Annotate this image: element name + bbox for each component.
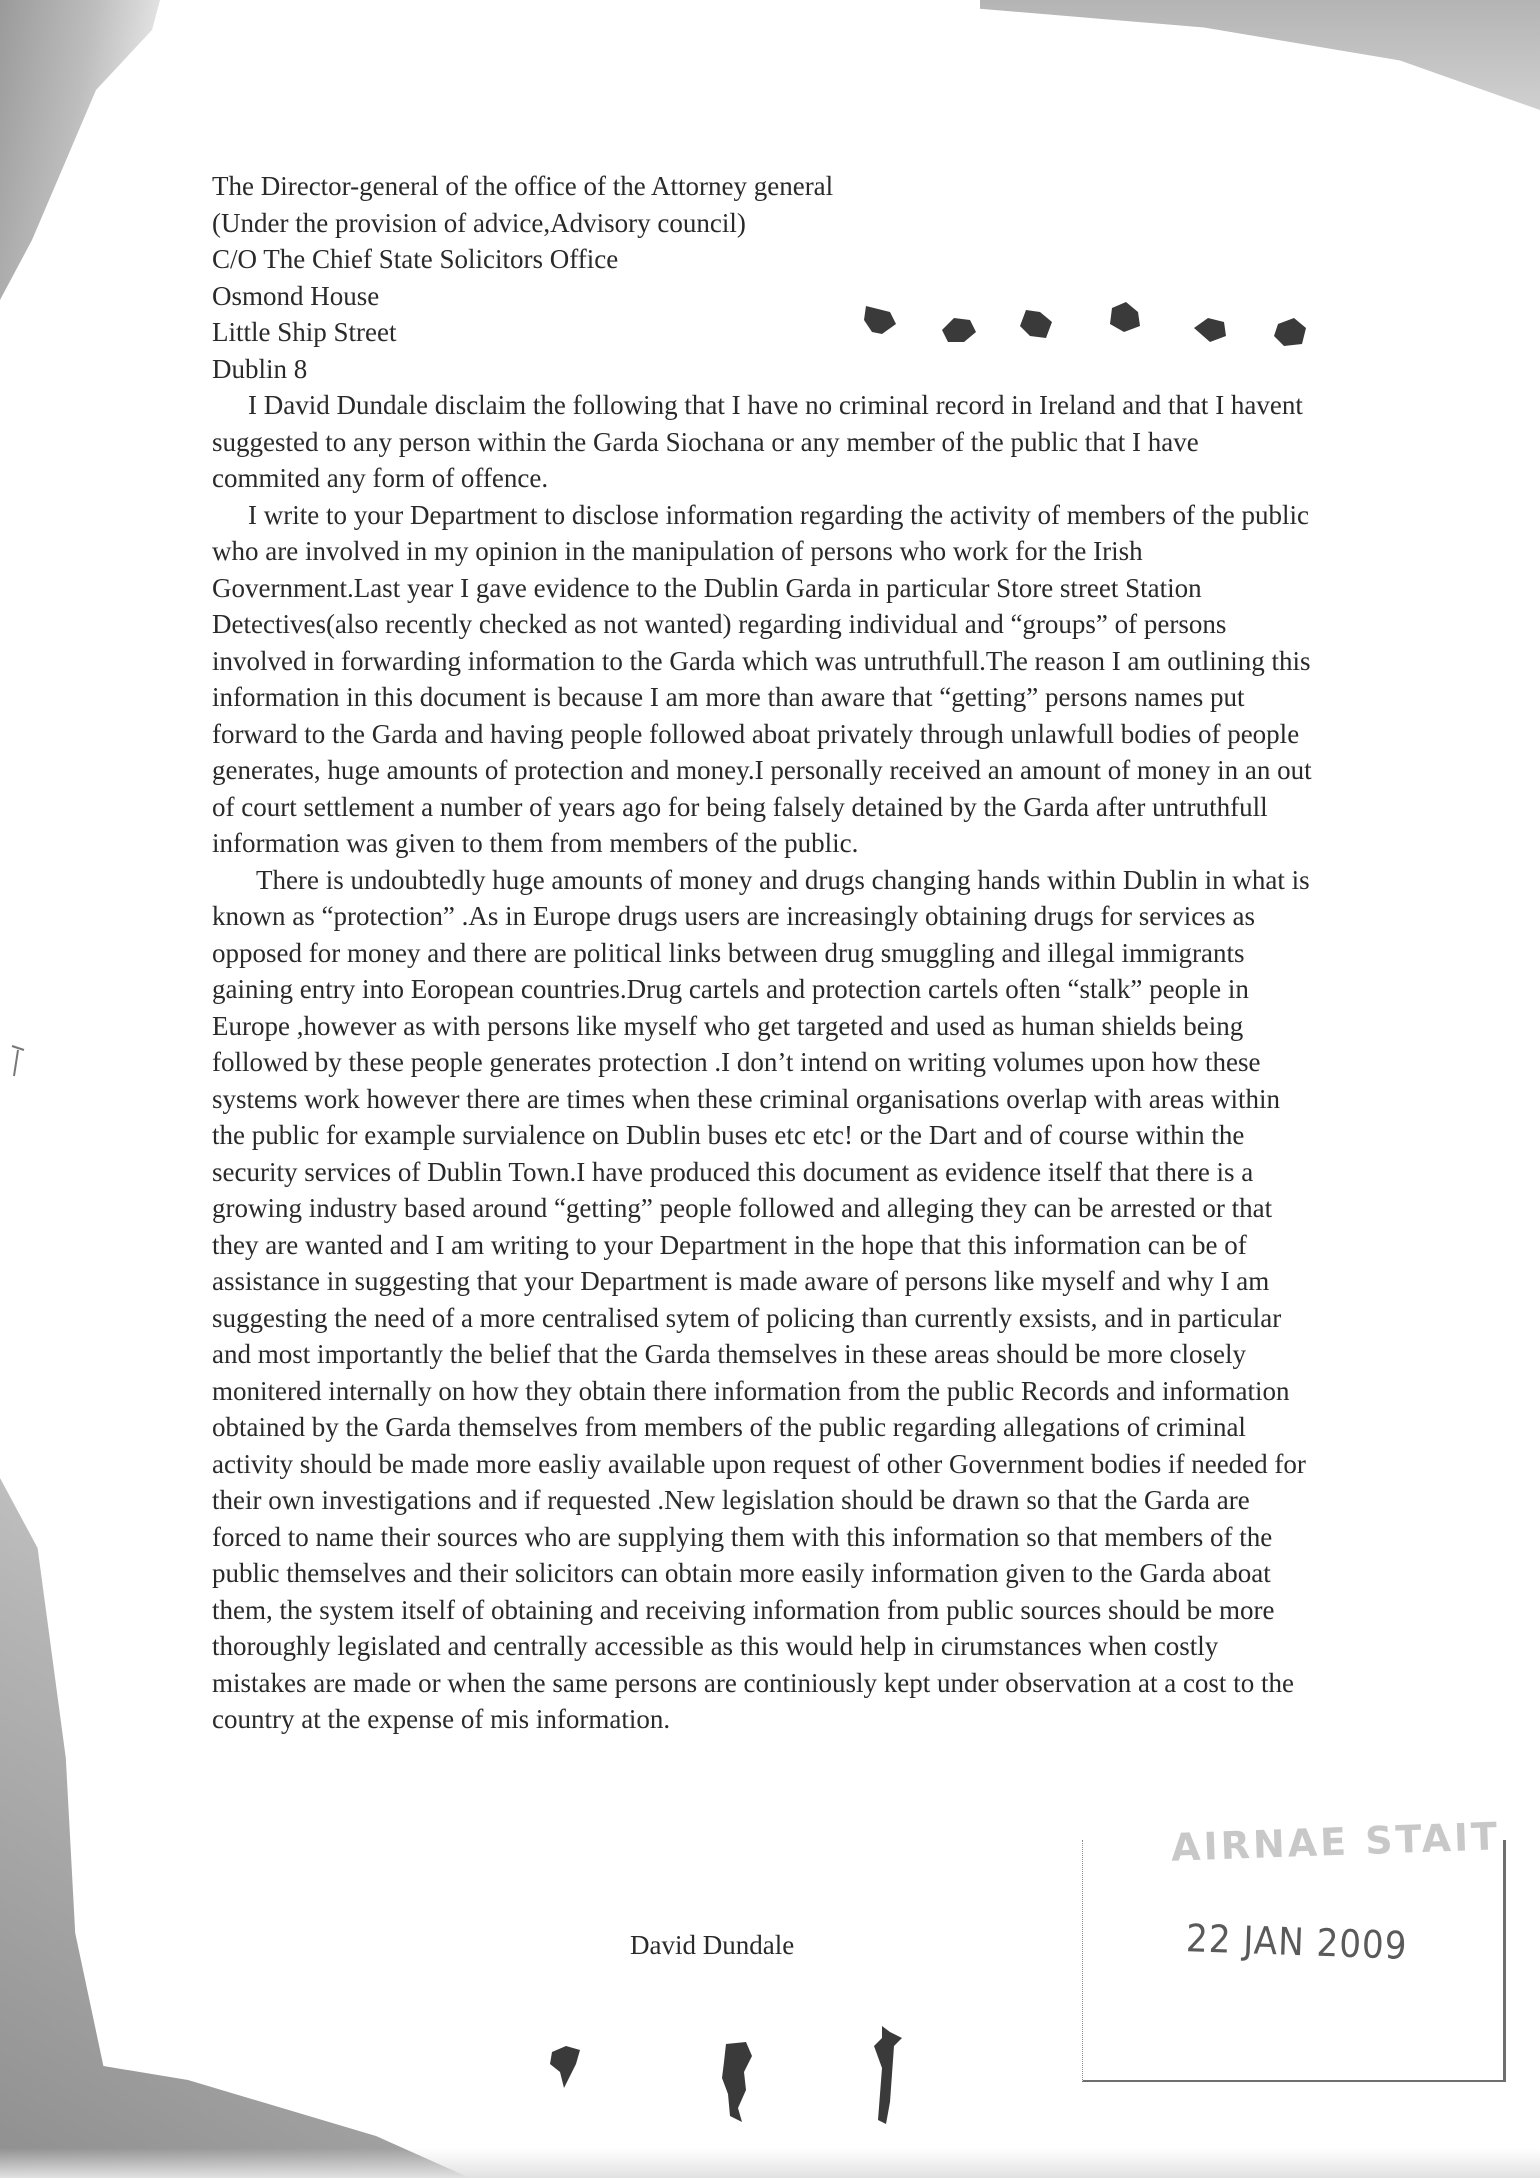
address-line: Osmond House — [212, 280, 380, 311]
ink-mark-icon — [866, 2024, 910, 2134]
ink-mark-icon — [546, 2042, 590, 2094]
scan-edge-bottom — [0, 2148, 1540, 2178]
received-stamp — [1074, 1814, 1514, 2090]
signature: David Dundale — [630, 1930, 795, 1960]
address-line: Dublin 8 — [212, 353, 308, 384]
stamp-date: 22 JAN 2009 — [1185, 1916, 1409, 1968]
paragraph-disclosure: I write to your Department to disclose information regarding the activity of members of the public who are involved in my opinion in the manipulation of persons who work for the Irish Government.Last year I gave evidence to the Dublin Garda in particular Store street Station Detectives(also recently checked as not wanted) regarding individual and “groups” of persons involved in forwarding information to the Garda which was untruthfull.The reason I am outlining this information in this document is because I am more than aware that “getting” persons names put forward to the Garda and having people followed aboat privately through unlawfull bodies of people generates, huge amounts of protection and money.I personally received an amount of money in an out of court settlement a number of years ago for being falsely detained by the Garda after untruthfull information was given to them from members of the public. — [212, 499, 1312, 858]
margin-mark — [8, 1040, 28, 1080]
address-line: Little Ship Street — [212, 317, 397, 347]
recipient-address — [212, 168, 1312, 387]
scan-edge-top-left — [0, 0, 160, 300]
paragraph-disclaimer: I David Dundale disclaim the following that I have no criminal record in Ireland and that I havent suggested to any person within the Garda Siochana or any member of the public that I have commited any form of offence. — [212, 390, 1303, 493]
scan-edge-top-right — [980, 0, 1540, 110]
address-line: C/O The Chief State Solicitors Office — [212, 244, 619, 274]
stamp-office-name: AIRNAE STAIT — [1170, 1814, 1501, 1870]
paragraph-protection: There is undoubtedly huge amounts of money and drugs changing hands within Dublin in what is known as “protection” .As in Europe drugs users are increasingly obtaining drugs for services as opposed for money and there are political links between drug smuggling and illegal immigrants gaining entry into Eoropean countries.Drug cartels and protection cartels often “stalk” people in Europe ,however as with persons like myself who get targeted and used as human shields being followed by these people generates protection .I don’t intend on writing volumes upon how these systems work however there are times when these criminal organisations overlap with areas within the public for example survialence on Dublin buses etc etc! or the Dart and of course within the security services of Dublin Town.I have produced this document as evidence itself that there is a growing industry based around “getting” people followed and alleging they can be arrested or that they are wanted and I am writing to your Department in the hope that this information can be of assistance in suggesting that your Department is made aware of persons like myself and why I am suggesting the need of a more centralised sytem of policing than currently exsists, and in particular and most importantly the belief that the Garda themselves in these areas should be more closely monitered internally on how they obtain there information from the public Records and information obtained by the Garda themselves from members of the public regarding allegations of criminal activity should be made more easliy available upon request of other Government bodies if needed for their own investigations and if requested .New legislation should be drawn so that the Garda are forced to name their sources who are supplying them with this information so that members of the public themselves and their solicitors can obtain more easily information given to the Garda aboat them, the system itself of obtaining and receiving information from public sources should be more thoroughly legislated and centrally accessible as this would help in cirumstances when costly mistakes are made or when the same persons are continiously kept under observation at a cost to the country at the expense of mis information. — [212, 864, 1310, 1734]
ink-marks-bottom — [530, 2020, 930, 2140]
letter-body — [212, 168, 1312, 1738]
address-line: (Under the provision of advice,Advisory council) — [212, 207, 746, 238]
ink-mark-icon — [716, 2038, 760, 2128]
address-line: The Director-general of the office of the Attorney general — [212, 171, 834, 201]
